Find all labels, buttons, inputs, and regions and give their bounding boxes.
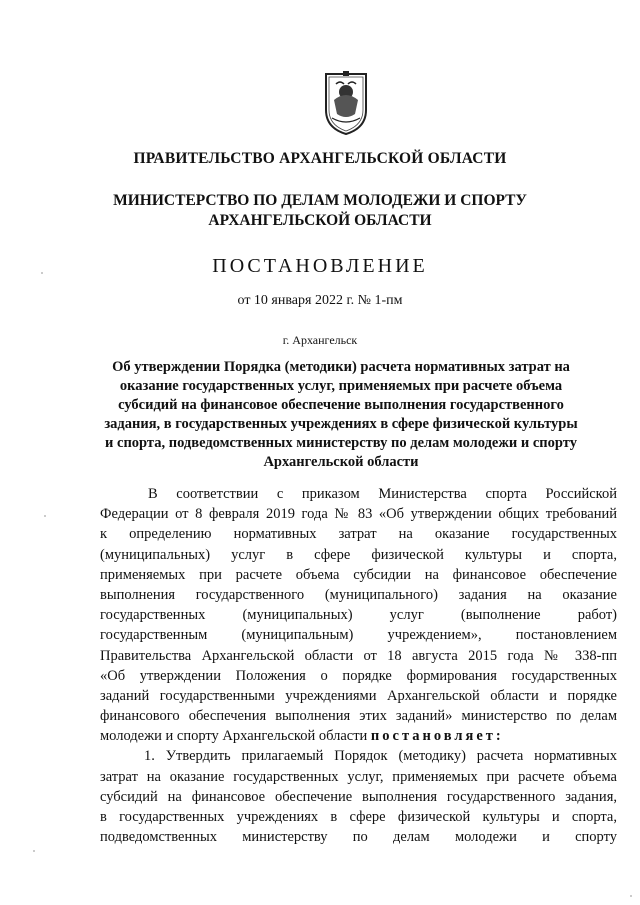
item1-line: подведомственных министерству по делам молодежи и спорту bbox=[100, 829, 617, 846]
preamble-line: Федерации от 8 февраля 2019 года № 83 «Об утверждении общих требований bbox=[100, 506, 617, 523]
preamble-line: (муниципальных) услуг в сфере физической культуры и спорта, bbox=[100, 546, 617, 563]
scan-speck bbox=[33, 850, 35, 852]
item1-line: субсидий на финансовое обеспечение выполнения государственного задания, bbox=[100, 788, 617, 805]
item1-line: в государственных учреждениях в сфере физической культуры и спорта, bbox=[100, 809, 617, 825]
preamble-last-prefix: молодежи и спорту Архангельской области bbox=[100, 728, 371, 745]
item1-line: 1. Утвердить прилагаемый Порядок (методику) расчета нормативных bbox=[144, 748, 617, 765]
preamble-line: применяемых при расчете объема субсидии на финансовое обеспечение bbox=[100, 566, 617, 583]
title-line: субсидий на финансовое обеспечение выполнения государственного bbox=[118, 397, 564, 413]
title-line: Об утверждении Порядка (методики) расчета нормативных затрат на bbox=[112, 359, 570, 375]
preamble-line: «Об утверждении Положения о порядке формирования государственных bbox=[100, 667, 617, 684]
title-line: оказание государственных услуг, применяемых при расчете объема bbox=[119, 378, 563, 394]
scan-speck bbox=[630, 895, 632, 897]
item1-line: затрат на оказание государственных услуг, применяемых при расчете объема bbox=[100, 768, 617, 785]
preamble-line: государственным (муниципальным) учреждением», постановлением bbox=[100, 627, 617, 644]
coat-of-arms-icon bbox=[322, 70, 370, 136]
government-heading: ПРАВИТЕЛЬСТВО АРХАНГЕЛЬСКОЙ ОБЛАСТИ bbox=[133, 150, 507, 167]
title-line: Архангельской области bbox=[263, 454, 419, 470]
scan-speck bbox=[44, 515, 46, 517]
document-city: г. Архангельск bbox=[282, 333, 358, 347]
preamble-line: государственных (муниципальных) услуг (выполнение работ) bbox=[100, 607, 617, 624]
preamble-line: заданий государственными учреждениями Архангельской области и порядке bbox=[100, 687, 617, 704]
document-title bbox=[96, 358, 586, 472]
ministry-heading-line2: АРХАНГЕЛЬСКОЙ ОБЛАСТИ bbox=[208, 212, 432, 229]
scan-speck bbox=[41, 272, 43, 274]
document-type: ПОСТАНОВЛЕНИЕ bbox=[212, 255, 428, 277]
preamble-last-line bbox=[100, 726, 617, 746]
ministry-heading-line1: МИНИСТЕРСТВО ПО ДЕЛАМ МОЛОДЕЖИ И СПОРТУ bbox=[113, 192, 527, 209]
document-body bbox=[100, 484, 617, 847]
title-line: задания, в государственных учреждениях в сфере физической культуры bbox=[104, 416, 578, 432]
preamble-line: Правительства Архангельской области от 18 августа 2015 года № 338-пп bbox=[100, 647, 617, 664]
preamble-line: финансового обеспечения выполнения этих заданий» министерство по делам bbox=[100, 708, 617, 725]
document-date-number: от 10 января 2022 г. № 1-пм bbox=[237, 293, 403, 308]
resolves-word: постановляет: bbox=[370, 728, 504, 745]
preamble-line: выполнения государственного (муниципального) задания на оказание bbox=[100, 586, 617, 603]
preamble-line: к определению нормативных затрат на оказание государственных bbox=[100, 526, 617, 543]
preamble-line: В соответствии с приказом Министерства спорта Российской bbox=[148, 486, 617, 502]
title-line: и спорта, подведомственных министерству по делам молодежи и спорту bbox=[105, 435, 577, 451]
